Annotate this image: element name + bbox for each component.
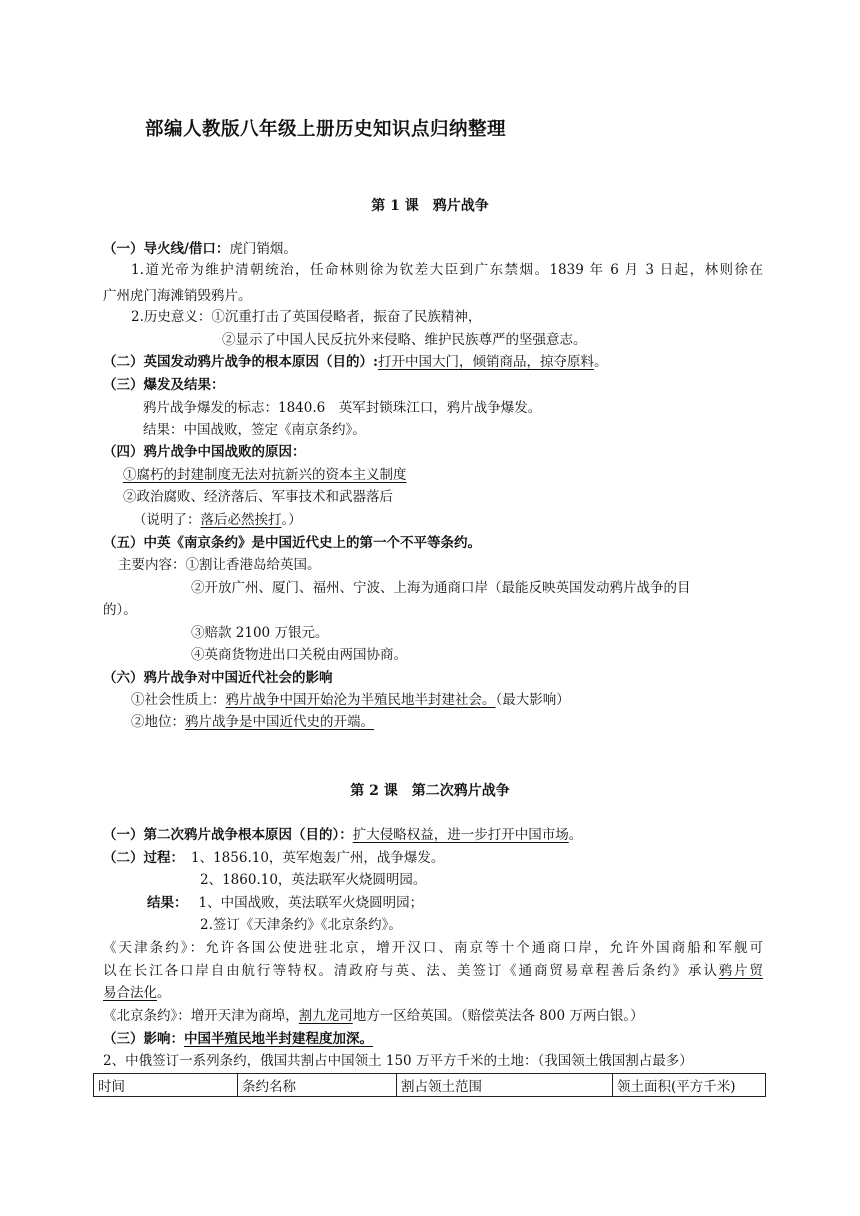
l1-s5-item-3: ③赔款 2100 万银元。 <box>191 625 329 641</box>
l1-section-2-end: 。 <box>593 354 608 370</box>
l2-section-3-answer: 中国半殖民地半封建程度加深。 <box>184 1031 373 1047</box>
l1-s1-paragraph-1-cont: 广州虎门海滩销毁鸦片。 <box>103 288 252 304</box>
l2-s2-result-label: 结果： <box>147 895 188 911</box>
l2-section-3 <box>103 1029 373 1049</box>
l1-s5-item-4: ④英商货物进出口关税由两国协商。 <box>191 647 407 663</box>
l2-section-3-label: （三）影响： <box>103 1031 184 1047</box>
l2-russia-treaties: 2、中俄签订一系列条约，俄国共割占中国领土 150 万平方千米的土地：（我国领土俄国割占最多） <box>103 1053 693 1069</box>
lesson-2-number: 第 2 课 <box>350 783 398 799</box>
lesson-1-number: 第 1 课 <box>371 198 419 214</box>
l1-s3-result: 结果：中国战败，签定《南京条约》。 <box>143 422 366 438</box>
table-header-row <box>94 1074 766 1097</box>
l1-s6-item-1-post: （最大影响） <box>495 692 570 708</box>
table-header-territory-area: 领土面积(平方千米) <box>613 1074 766 1097</box>
l1-s6-item-2 <box>131 712 374 732</box>
l1-s6-item-1-underlined: 鸦片战争中国开始沦为半殖民地半封建社会。 <box>225 692 496 708</box>
l2-beijing-pre: 《北京条约》：增开天津为商埠， <box>103 1008 299 1024</box>
lesson-2-heading <box>0 780 860 800</box>
l2-tianjin-treaty-line-3 <box>103 983 171 1003</box>
l1-s1-paragraph-2 <box>131 307 481 327</box>
l1-section-1 <box>103 239 297 259</box>
l2-s2-item-1: 1、1856.10，英军炮轰广州，战争爆发。 <box>191 850 445 866</box>
l1-s4-reason-1-text: ①腐朽的封建制度无法对抗新兴的资本主义制度 <box>123 467 407 483</box>
l2-section-2-label: （二）过程： <box>103 850 184 866</box>
l2-section-1-end: 。 <box>568 827 583 843</box>
l2-tianjin-line-3-end: 。 <box>157 985 171 1001</box>
l1-s6-item-2-underlined: 鸦片战争是中国近代史的开端。 <box>185 714 374 730</box>
l1-section-2-label: （二）英国发动鸦片战争的根本原因（目的）: <box>103 354 378 370</box>
l2-section-1 <box>103 825 582 845</box>
l1-s6-item-1 <box>131 690 570 710</box>
lesson-1-name: 鸦片战争 <box>432 198 489 214</box>
l2-beijing-treaty <box>103 1006 644 1026</box>
document-title: 部编人教版八年级上册历史知识点归纳整理 <box>145 119 507 140</box>
l1-s4-reason-1 <box>123 465 407 485</box>
l1-section-6-label: （六）鸦片战争对中国近代社会的影响 <box>103 670 333 686</box>
l1-section-2 <box>103 352 607 372</box>
l1-section-4-label: （四）鸦片战争中国战败的原因： <box>103 444 306 460</box>
l1-s4-note-underlined: 落后必然挨打 <box>200 512 282 528</box>
territory-table <box>93 1073 766 1097</box>
l1-s5-item-2: ②开放广州、厦门、福州、宁波、上海为通商口岸（最能反映英国发动鸦片战争的目 <box>191 580 691 596</box>
l2-tianjin-line-2-pre: 以在长江各口岸自由航行等特权。清政府与英、法、美签订《通商贸易章程善后条约》承认 <box>103 963 719 979</box>
l1-s1-paragraph-1: 1.道光帝为维护清朝统治，任命林则徐为钦差大臣到广东禁烟。1839 年 6 月 3 日起，林则徐在 <box>131 262 763 278</box>
l2-s2-item-2: 2、1860.10，英法联军火烧圆明园。 <box>200 872 427 888</box>
l1-s3-outbreak: 鸦片战争爆发的标志：1840.6 英军封锁珠江口，鸦片战争爆发。 <box>143 400 542 416</box>
l1-s1-significance-label: 2.历史意义： <box>131 309 212 325</box>
l1-s4-note-post: 。） <box>281 512 302 528</box>
l1-s1-significance-2: ②显示了中国人民反抗外来侵略、维护民族尊严的坚强意志。 <box>222 332 587 348</box>
l1-s4-reason-2: ②政治腐败、经济落后、军事技术和武器落后 <box>123 489 393 505</box>
l1-s6-item-2-pre: ②地位： <box>131 714 185 730</box>
l2-s2-result <box>147 893 423 913</box>
l2-tianjin-line-3-underlined: 易合法化 <box>103 985 157 1001</box>
l2-section-1-answer: 扩大侵略权益，进一步打开中国市场 <box>352 827 569 843</box>
l1-s5-item-2-cont: 的）。 <box>103 602 137 618</box>
l1-s6-item-1-pre: ①社会性质上： <box>131 692 226 708</box>
l1-s5-main-label: 主要内容： <box>118 557 186 573</box>
l2-beijing-underlined: 割九龙司 <box>298 1008 353 1024</box>
l1-s4-note-pre: （说明了： <box>133 512 201 528</box>
l1-section-3-label: （三）爆发及结果： <box>103 377 225 393</box>
l2-section-1-label: （一）第二次鸦片战争根本原因（目的）： <box>103 827 353 843</box>
table-header-territory-range: 割占领土范围 <box>397 1074 613 1097</box>
l1-s5-item-1: ①割让香港岛给英国。 <box>185 557 321 573</box>
l2-beijing-post: 地方一区给英国。（赔偿英法各 800 万两白银。） <box>352 1008 644 1024</box>
l2-tianjin-treaty-line-2 <box>103 961 763 983</box>
lesson-2-name: 第二次鸦片战争 <box>411 783 510 799</box>
table-header-treaty-name: 条约名称 <box>238 1074 397 1097</box>
l2-tianjin-line-2-underlined: 鸦片贸 <box>718 963 764 979</box>
l2-s2-result-2: 2.签订《天津条约》《北京条约》。 <box>200 917 402 933</box>
l2-section-2 <box>103 848 444 868</box>
l1-s5-main-content <box>118 555 321 575</box>
l2-tianjin-treaty-line-1: 《天津条约》：允许各国公使进驻北京，增开汉口、南京等十个通商口岸，允许外国商船和军舰可 <box>103 940 763 956</box>
l1-section-1-label: （一）导火线/借口： <box>103 241 230 257</box>
lesson-1-heading <box>0 195 860 215</box>
l1-s1-significance-1: ①沉重打击了英国侵略者，振奋了民族精神， <box>211 309 482 325</box>
l1-s4-note <box>133 510 302 530</box>
table-header-time: 时间 <box>94 1074 238 1097</box>
l1-section-2-answer: 打开中国大门，倾销商品，掠夺原料 <box>377 354 594 370</box>
l1-section-5-label: （五）中英《南京条约》是中国近代史上的第一个不平等条约。 <box>103 535 481 551</box>
l1-section-1-text: 虎门销烟。 <box>229 241 297 257</box>
l2-s2-result-1: 1、中国战败，英法联军火烧圆明园； <box>198 895 424 911</box>
